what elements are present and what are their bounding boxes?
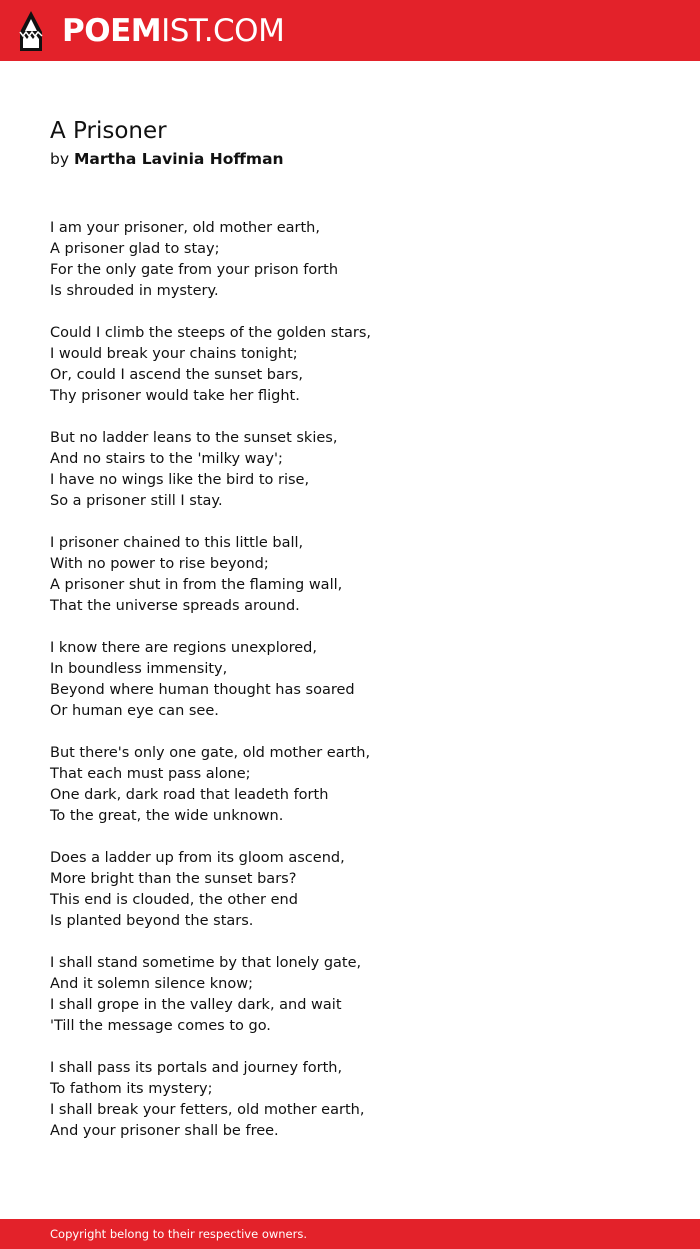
- poem-line: I prisoner chained to this little ball,: [50, 535, 304, 551]
- by-label: by: [50, 150, 70, 168]
- poem-body: [50, 218, 650, 1163]
- author-name: Martha Lavinia Hoffman: [73, 150, 284, 168]
- poem-line: To fathom its mystery;: [50, 1081, 213, 1097]
- poem-line: For the only gate from your prison forth: [50, 262, 339, 278]
- poem-stanza: [50, 428, 650, 512]
- poem-line: With no power to rise beyond;: [50, 556, 269, 572]
- poem-stanza: [50, 1058, 650, 1142]
- poem-line: But there's only one gate, old mother earth,: [50, 745, 371, 761]
- poem-stanza: [50, 218, 650, 302]
- poem-title: A Prisoner: [50, 118, 167, 144]
- poem-line: A prisoner shut in from the flaming wall,: [50, 577, 343, 593]
- poem-line: To the great, the wide unknown.: [50, 808, 284, 824]
- poem-stanza: [50, 533, 650, 617]
- poem-line: I shall pass its portals and journey forth,: [50, 1060, 343, 1076]
- header-bar: [0, 0, 700, 61]
- poem-line: More bright than the sunset bars?: [50, 871, 297, 887]
- brand-bold: POEM: [62, 13, 162, 49]
- poem-line: So a prisoner still I stay.: [50, 493, 223, 509]
- poem-line: This end is clouded, the other end: [50, 892, 298, 908]
- poem-line: And it solemn silence know;: [50, 976, 253, 992]
- poem-line: That the universe spreads around.: [50, 598, 300, 614]
- poem-line: I would break your chains tonight;: [50, 346, 298, 362]
- brand-light: IST.COM: [161, 13, 285, 49]
- poem-line: Beyond where human thought has soared: [50, 682, 355, 698]
- poem-line: I know there are regions unexplored,: [50, 640, 317, 656]
- poem-line: I shall stand sometime by that lonely gate,: [50, 955, 362, 971]
- poem-stanza: [50, 848, 650, 932]
- poem-stanza: [50, 638, 650, 722]
- poem-line: In boundless immensity,: [50, 661, 228, 677]
- poem-line: That each must pass alone;: [50, 766, 251, 782]
- poem-line: I have no wings like the bird to rise,: [50, 472, 310, 488]
- poem-line: Or human eye can see.: [50, 703, 219, 719]
- poem-line: One dark, dark road that leadeth forth: [50, 787, 329, 803]
- poem-line: 'Till the message comes to go.: [50, 1018, 271, 1034]
- poem-line: Is planted beyond the stars.: [50, 913, 254, 929]
- footer-bar: [0, 1219, 700, 1249]
- pencil-icon[interactable]: [18, 10, 44, 52]
- poem-line: Or, could I ascend the sunset bars,: [50, 367, 304, 383]
- site-logo-text[interactable]: [62, 11, 284, 51]
- poem-line: And your prisoner shall be free.: [50, 1123, 279, 1139]
- poem-line: Does a ladder up from its gloom ascend,: [50, 850, 345, 866]
- copyright-text: Copyright belong to their respective owners.: [50, 1227, 308, 1241]
- poem-stanza: [50, 743, 650, 827]
- poem-line: Could I climb the steeps of the golden stars,: [50, 325, 372, 341]
- poem-line: Is shrouded in mystery.: [50, 283, 219, 299]
- poem-line: I am your prisoner, old mother earth,: [50, 220, 320, 236]
- poem-stanza: [50, 323, 650, 407]
- byline: [50, 148, 284, 170]
- poem-line: Thy prisoner would take her flight.: [50, 388, 300, 404]
- poem-line: I shall break your fetters, old mother earth,: [50, 1102, 365, 1118]
- poem-line: And no stairs to the 'milky way';: [50, 451, 283, 467]
- poem-line: A prisoner glad to stay;: [50, 241, 220, 257]
- poem-line: But no ladder leans to the sunset skies,: [50, 430, 338, 446]
- poem-stanza: [50, 953, 650, 1037]
- poem-line: I shall grope in the valley dark, and wait: [50, 997, 342, 1013]
